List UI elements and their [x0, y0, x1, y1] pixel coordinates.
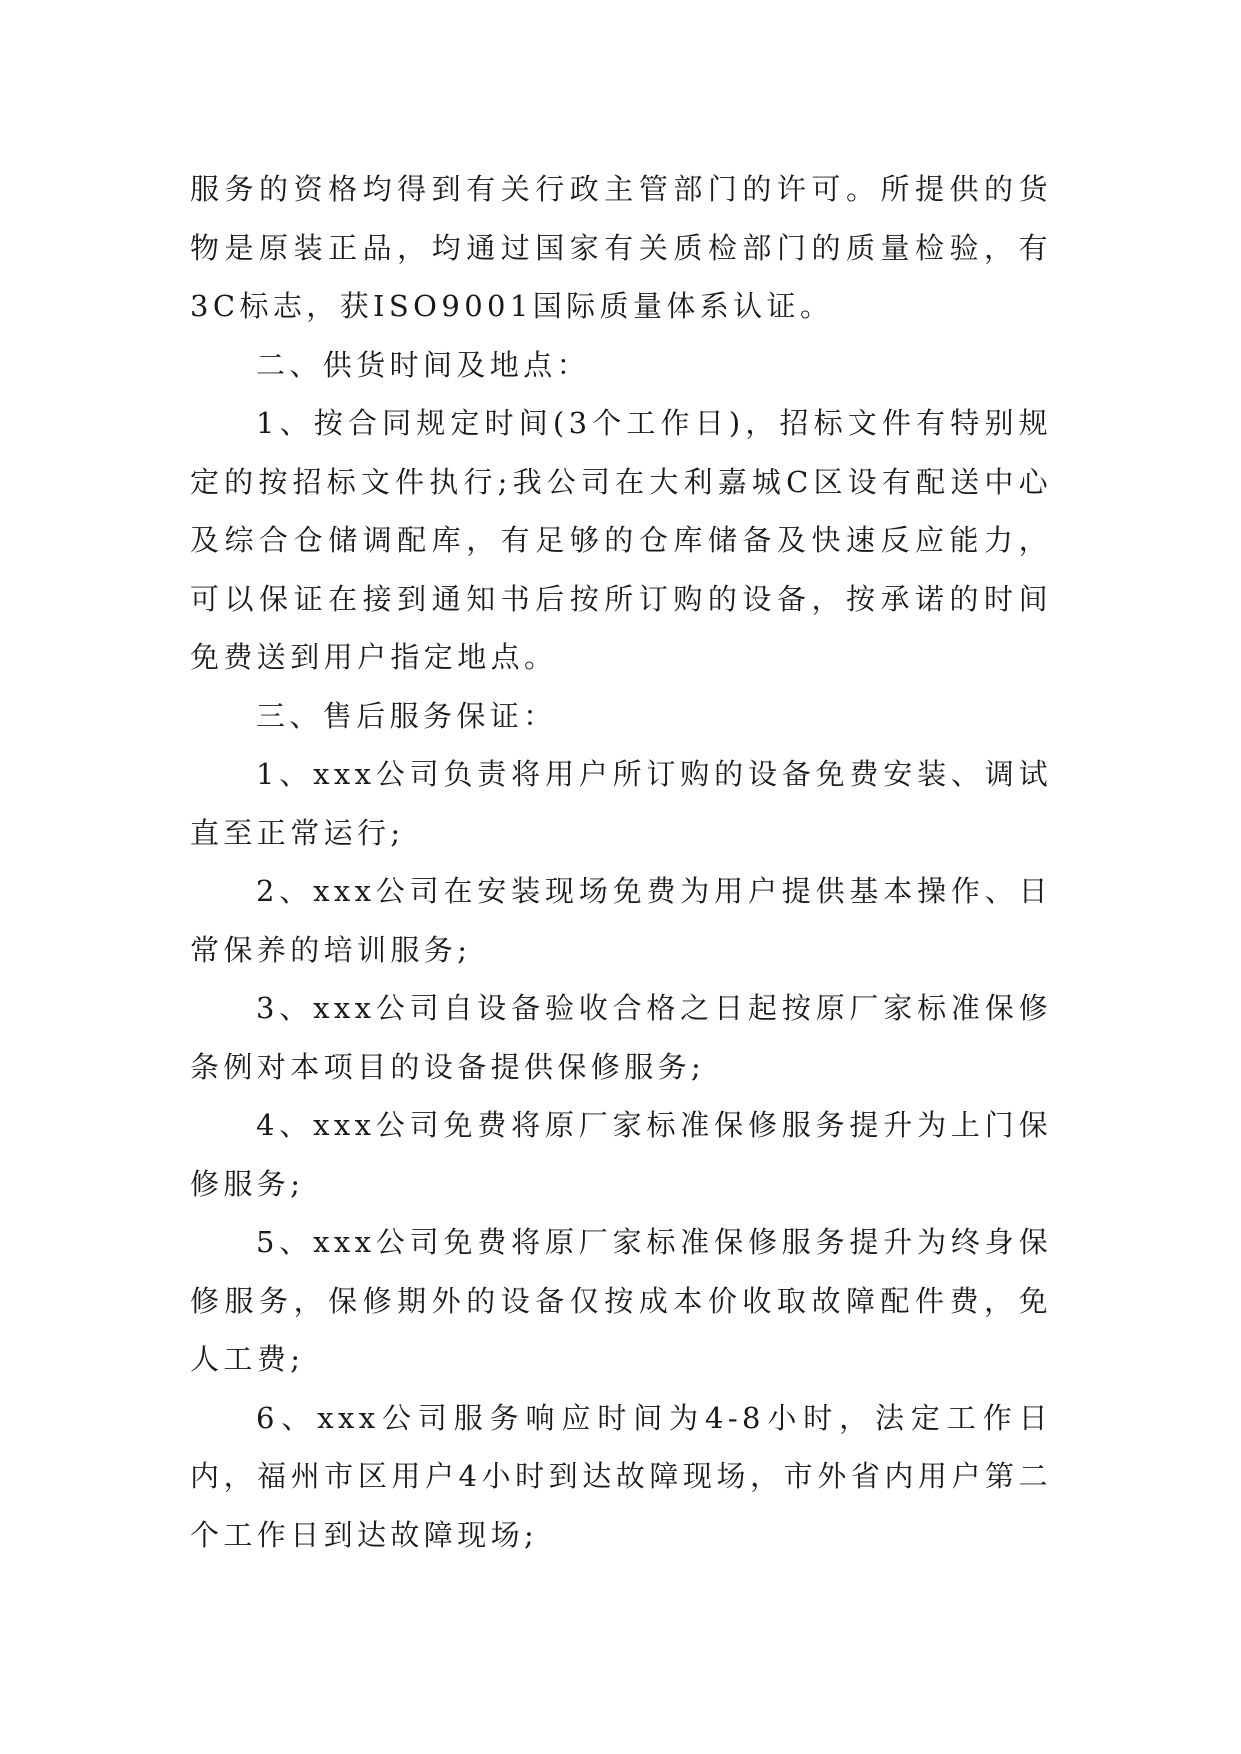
- paragraph-service-2: 2、xxx公司在安装现场免费为用户提供基本操作、日常保养的培训服务;: [190, 874, 1052, 967]
- paragraph-delivery-1: 1、按合同规定时间(3个工作日)，招标文件有特别规定的按招标文件执行;我公司在大利嘉城C区设有配送中心及综合仓储调配库，有足够的仓库储备及快速反应能力，可以保证在接到通知书后按所订购的设备，按承诺的时间免费送到用户指定地点。: [190, 406, 1052, 674]
- paragraph-service-4: 4、xxx公司免费将原厂家标准保修服务提升为上门保修服务;: [190, 1108, 1052, 1201]
- paragraph-service-5: 5、xxx公司免费将原厂家标准保修服务提升为终身保修服务，保修期外的设备仅按成本价收取故障配件费，免人工费;: [190, 1225, 1052, 1376]
- heading-delivery-time-place: 二、供货时间及地点：: [256, 347, 591, 382]
- heading-after-sales: 三、售后服务保证：: [256, 698, 557, 733]
- paragraph-qualification: 服务的资格均得到有关行政主管部门的许可。所提供的货物是原装正品，均通过国家有关质检部门的质量检验，有3C标志，获ISO9001国际质量体系认证。: [190, 172, 1052, 323]
- paragraph-service-6: 6、xxx公司服务响应时间为4-8小时，法定工作日内，福州市区用户4小时到达故障现场，市外省内用户第二个工作日到达故障现场;: [190, 1400, 1052, 1552]
- paragraph-service-3: 3、xxx公司自设备验收合格之日起按原厂家标准保修条例对本项目的设备提供保修服务;: [190, 991, 1052, 1084]
- document-body: [190, 160, 1052, 1564]
- paragraph-service-1: 1、xxx公司负责将用户所订购的设备免费安装、调试直至正常运行;: [190, 757, 1052, 850]
